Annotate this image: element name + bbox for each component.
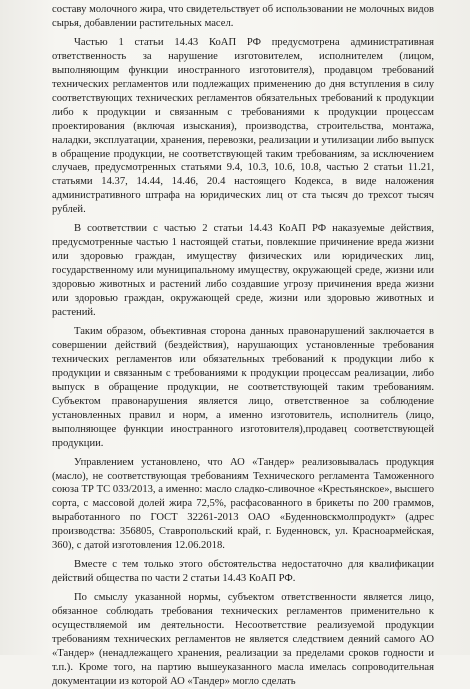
paragraph-insufficient: Вместе с тем только этого обстоятельства недостаточно для квалификации действий общества по части 2 статьи 14.43 КоАП РФ. [52, 559, 434, 585]
paragraph-continuation: составу молочного жира, что свидетельствует об использовании не молочных видов сырья, добавлении растительных масел. [52, 4, 434, 29]
paragraph-findings: Управлением установлено, что АО «Тандер» реализовывалась продукция (масло), не соответствующая требованиям Технического регламента Таможенного союза ТР ТС 033/2013, а именно: масло сладко-сливочное «Крестьянское», высшего сорта, с массовой долей жира 72,5%, расфасованного в брикеты по 200 граммов, выработанного по ГОСТ 32261-2013 ОАО «Буденновскмолпродукт» (адрес производства: 356805, Ставропольский край, г. Буденновск, ул. Красноармейская, 360), с датой изготовления 12.06.2018. [52, 456, 434, 552]
paragraph-article-14-43-part-2: В соответствии с частью 2 статьи 14.43 КоАП РФ наказуемые действия, предусмотренные частью 1 настоящей статьи, повлекшие причинение вреда жизни или здоровью граждан, имуществу физических или юридических лиц, государственному или муниципальному имуществу, окружающей среде, жизни или здоровью животных и растений либо создавшие угрозу причинения вреда жизни или здоровью граждан, окружающей среде, жизни или здоровью животных и растений. [52, 223, 434, 319]
paragraph-subject-responsibility: По смыслу указанной нормы, субъектом ответственности является лицо, обязанное соблюдать требования технических регламентов применительно к осуществляемой им деятельности. Несоответствие реализуемой продукции требованиям технических регламентов не является следствием деяний самого АО «Тандер» (ненадлежащего хранения, реализации за пределами сроков годности и т.п.). Кроме того, на партию вышеуказанного масла имелась сопроводительная документации из которой АО «Тандер» могло сделать [52, 592, 434, 687]
paragraph-article-14-43-part-1: Частью 1 статьи 14.43 КоАП РФ предусмотрена административная ответственность за нарушение изготовителем, исполнителем (лицом, выполняющим функции иностранного изготовителя), продавцом требований технических регламентов или подлежащих применению до дня вступления в силу соответствующих технических регламентов обязательных требований к продукции либо к продукции и связанным с требованиями к продукции процессам проектирования (включая изыскания), производства, строительства, монтажа, наладки, эксплуатации, хранения, перевозки, реализации и утилизации либо выпуск в обращение продукции, не соответствующей таким требованиям, за исключением случаев, предусмотренных статьями 9.4, 10.3, 10.6, 10.8, частью 2 статьи 11.21, статьями 14.37, 14.44, 14.46, 20.4 настоящего Кодекса, в виде наложения административного штрафа на юридических лиц от ста тысяч до трехсот тысяч рублей. [52, 36, 434, 216]
paragraph-objective-side: Таким образом, объективная сторона данных правонарушений заключается в совершении действий (бездействия), нарушающих установленные требования технических регламентов или обязательных требований к продукции либо к продукции и связанным с требованиями к продукции процессам реализации, либо выпуск в обращение продукции, не соответствующей таким требованиям. Субъектом правонарушения является лицо, ответственное за соблюдение установленных правил и норм, а именно изготовитель, исполнитель (лицо, выполняющее функции иностранного изготовителя),продавец соответствующей продукции. [52, 325, 434, 449]
